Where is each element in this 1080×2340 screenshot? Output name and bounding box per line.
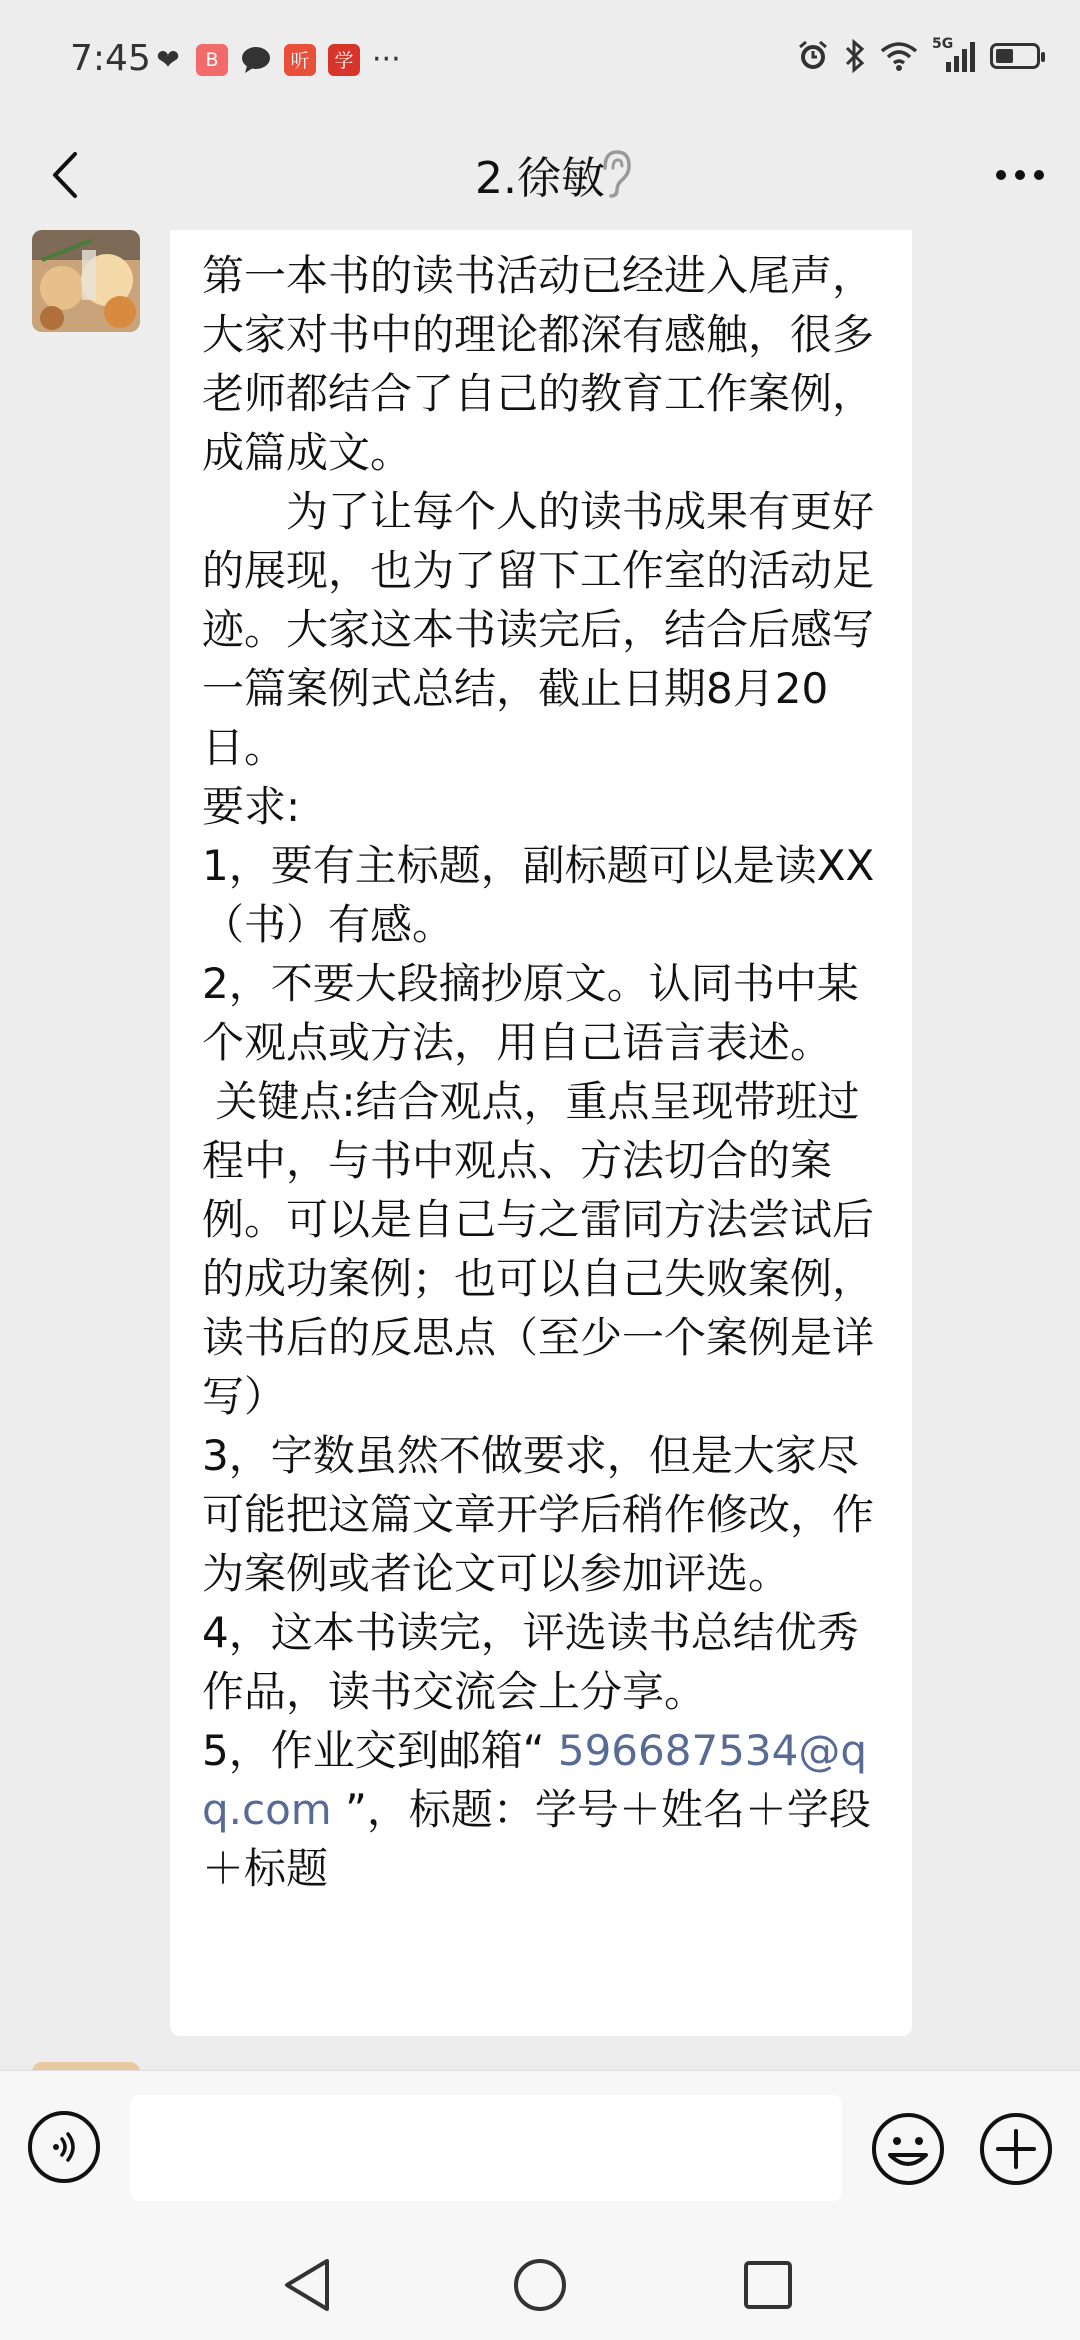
message-bubble[interactable] — [170, 230, 912, 2036]
alarm-icon — [796, 39, 830, 73]
chat-area[interactable] — [0, 230, 1080, 2070]
system-nav-bar — [0, 2230, 1080, 2340]
bilibili-app-icon: B — [196, 44, 228, 76]
bluetooth-icon — [844, 39, 866, 73]
battery-level — [996, 49, 1013, 63]
triangle-back-icon — [281, 2257, 333, 2313]
voice-icon — [47, 2130, 81, 2164]
battery-icon — [990, 43, 1040, 69]
notification-icons — [152, 42, 401, 77]
input-bar — [0, 2070, 1080, 2231]
voice-input-button[interactable] — [28, 2111, 100, 2183]
more-functions-button[interactable] — [978, 2111, 1054, 2187]
message-paragraph: 1，要有主标题，副标题可以是读XX（书）有感。 — [202, 841, 875, 949]
more-options-button[interactable] — [985, 140, 1055, 210]
message-paragraph: 关键点:结合观点，重点呈现带班过程中，与书中观点、方法切合的案例。可以是自己与之雷同方法尝试后的成功案例；也可以自己失败案例，读书后的反思点（至少一个案例是详写） — [202, 1077, 875, 1421]
title-bar — [0, 120, 1080, 230]
more-dots-icon — [995, 169, 1045, 181]
email-line-prefix: 5，作业交到邮箱“ — [202, 1726, 558, 1775]
message-paragraph: 要求: — [202, 782, 301, 831]
wifi-icon — [880, 41, 918, 71]
message-paragraph: 第一本书的读书活动已经进入尾声，大家对书中的理论都深有感触，很多老师都结合了自己的教育工作案例，成篇成文。 — [202, 251, 875, 477]
message-paragraph: 2，不要大段摘抄原文。认同书中某个观点或方法，用自己语言表述。 — [202, 959, 859, 1067]
message-input[interactable] — [130, 2095, 842, 2201]
message-paragraph: 4，这本书读完，评选读书总结优秀作品，读书交流会上分享。 — [202, 1608, 859, 1716]
earpiece-mode-icon — [595, 144, 635, 204]
message-paragraph: 为了让每个人的读书成果有更好的展现，也为了留下工作室的活动足迹。大家这本书读完后，结合后感写一篇案例式总结，截止日期8月20日。 — [202, 487, 875, 772]
message-paragraph: 3，字数虽然不做要求，但是大家尽可能把这篇文章开学后稍作修改，作为案例或者论文可以参加评选。 — [202, 1431, 875, 1598]
status-bar — [0, 0, 1080, 120]
network-label: 5G — [932, 36, 954, 52]
chat-app-icon — [240, 44, 272, 76]
signal-icon — [932, 38, 976, 74]
listen-app-icon: 听 — [284, 44, 316, 76]
square-recents-icon — [742, 2259, 794, 2311]
red-app-icon: 学 — [328, 44, 360, 76]
next-message-avatar[interactable] — [32, 2062, 140, 2070]
sender-avatar[interactable] — [32, 230, 140, 332]
nav-home-button[interactable] — [507, 2252, 573, 2318]
plus-icon — [978, 2111, 1054, 2187]
heart-app-icon: ❤ — [156, 43, 180, 76]
circle-home-icon — [512, 2257, 568, 2313]
smiley-icon — [870, 2111, 946, 2187]
chat-title: 2.徐敏 — [475, 153, 605, 204]
more-notifications-icon: ··· — [372, 42, 401, 77]
status-right — [796, 38, 1040, 74]
email-line-suffix: ”，标题：学号＋姓名＋学段＋标题 — [202, 1785, 871, 1893]
message-last-line — [202, 1721, 884, 1898]
nav-back-button[interactable] — [274, 2252, 340, 2318]
nav-recents-button[interactable] — [735, 2252, 801, 2318]
emoji-button[interactable] — [870, 2111, 946, 2187]
status-time: 7:45 — [70, 38, 151, 79]
email-link[interactable]: 596687534@qq.com — [202, 1726, 867, 1834]
